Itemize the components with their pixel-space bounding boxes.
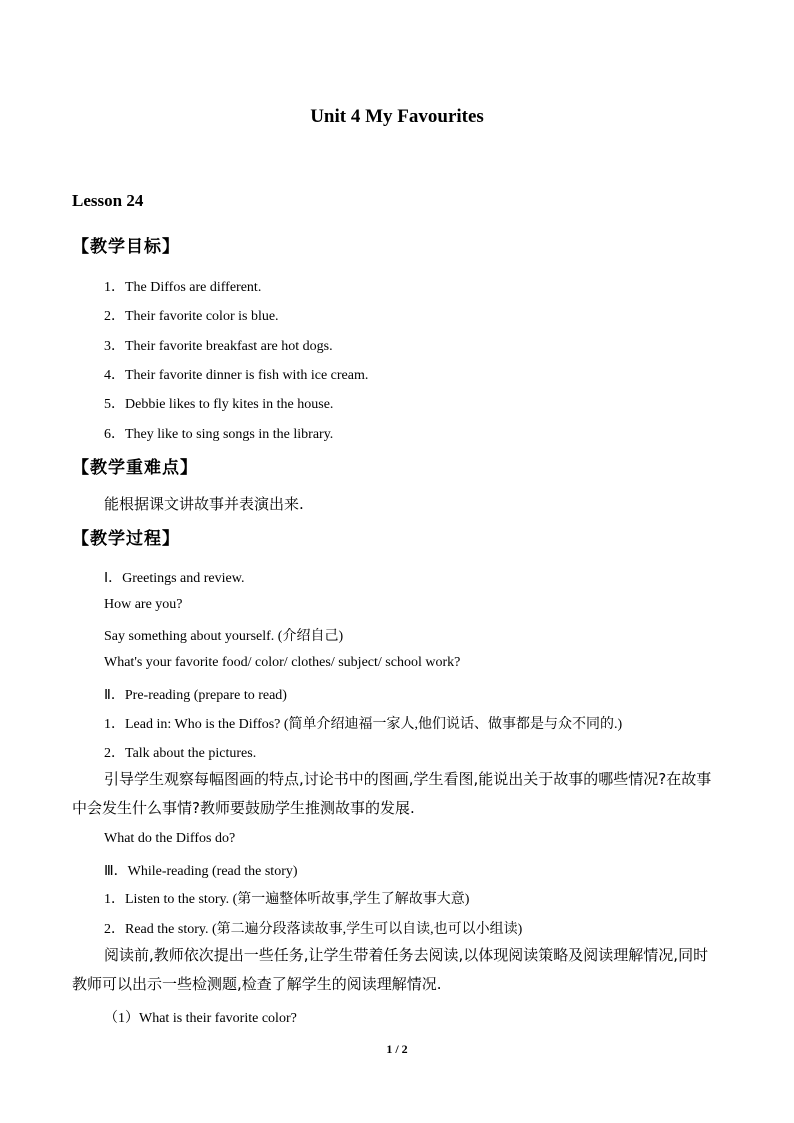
- process-step-heading: Ⅱ．Pre-reading (prepare to read): [104, 688, 287, 703]
- objective-item: 3．Their favorite breakfast are hot dogs.: [104, 339, 333, 354]
- page-number: 1 / 2: [386, 1042, 408, 1056]
- section-process-heading: 【教学过程】: [72, 529, 180, 549]
- process-line: （1）What is their favorite color?: [104, 1011, 297, 1026]
- process-line: 1．Lead in: Who is the Diffos? (简单介绍迪福一家人,他们说话、做事都是与众不同的.): [104, 717, 623, 732]
- process-line: Say something about yourself. (介绍自己): [104, 629, 344, 644]
- objective-item: 6．They like to sing songs in the library.: [104, 427, 334, 442]
- process-line: 1．Listen to the story. (第一遍整体听故事,学生了解故事大意): [104, 892, 470, 907]
- process-step-heading: Ⅲ．While-reading (read the story): [104, 864, 298, 879]
- process-paragraph: 引导学生观察每幅图画的特点,讨论书中的图画,学生看图,能说出关于故事的哪些情况?在故事中会发生什么事情?教师要鼓励学生推测故事的发展.: [72, 770, 712, 817]
- process-line: What do the Diffos do?: [104, 831, 236, 846]
- process-line: How are you?: [104, 597, 183, 612]
- objective-item: 1．The Diffos are different.: [104, 280, 262, 295]
- process-step-heading: Ⅰ．Greetings and review.: [104, 571, 245, 586]
- lesson-heading: Lesson 24: [72, 191, 144, 210]
- section-key-points-heading: 【教学重难点】: [72, 458, 198, 478]
- process-paragraph: 阅读前,教师依次提出一些任务,让学生带着任务去阅读,以体现阅读策略及阅读理解情况,同时教师可以出示一些检测题,检查了解学生的阅读理解情况.: [72, 946, 709, 993]
- process-line: 2．Talk about the pictures.: [104, 746, 257, 761]
- key-points-text: 能根据课文讲故事并表演出来.: [104, 495, 304, 513]
- document-title: Unit 4 My Favourites: [310, 106, 484, 127]
- section-objectives-heading: 【教学目标】: [72, 237, 180, 257]
- objective-item: 5．Debbie likes to fly kites in the house.: [104, 397, 334, 412]
- process-line: 2．Read the story. (第二遍分段落读故事,学生可以自读,也可以小组读): [104, 922, 523, 937]
- objective-item: 2．Their favorite color is blue.: [104, 309, 279, 324]
- process-line: What's your favorite food/ color/ clothes/ subject/ school work?: [104, 655, 461, 670]
- objective-item: 4．Their favorite dinner is fish with ice cream.: [104, 368, 369, 383]
